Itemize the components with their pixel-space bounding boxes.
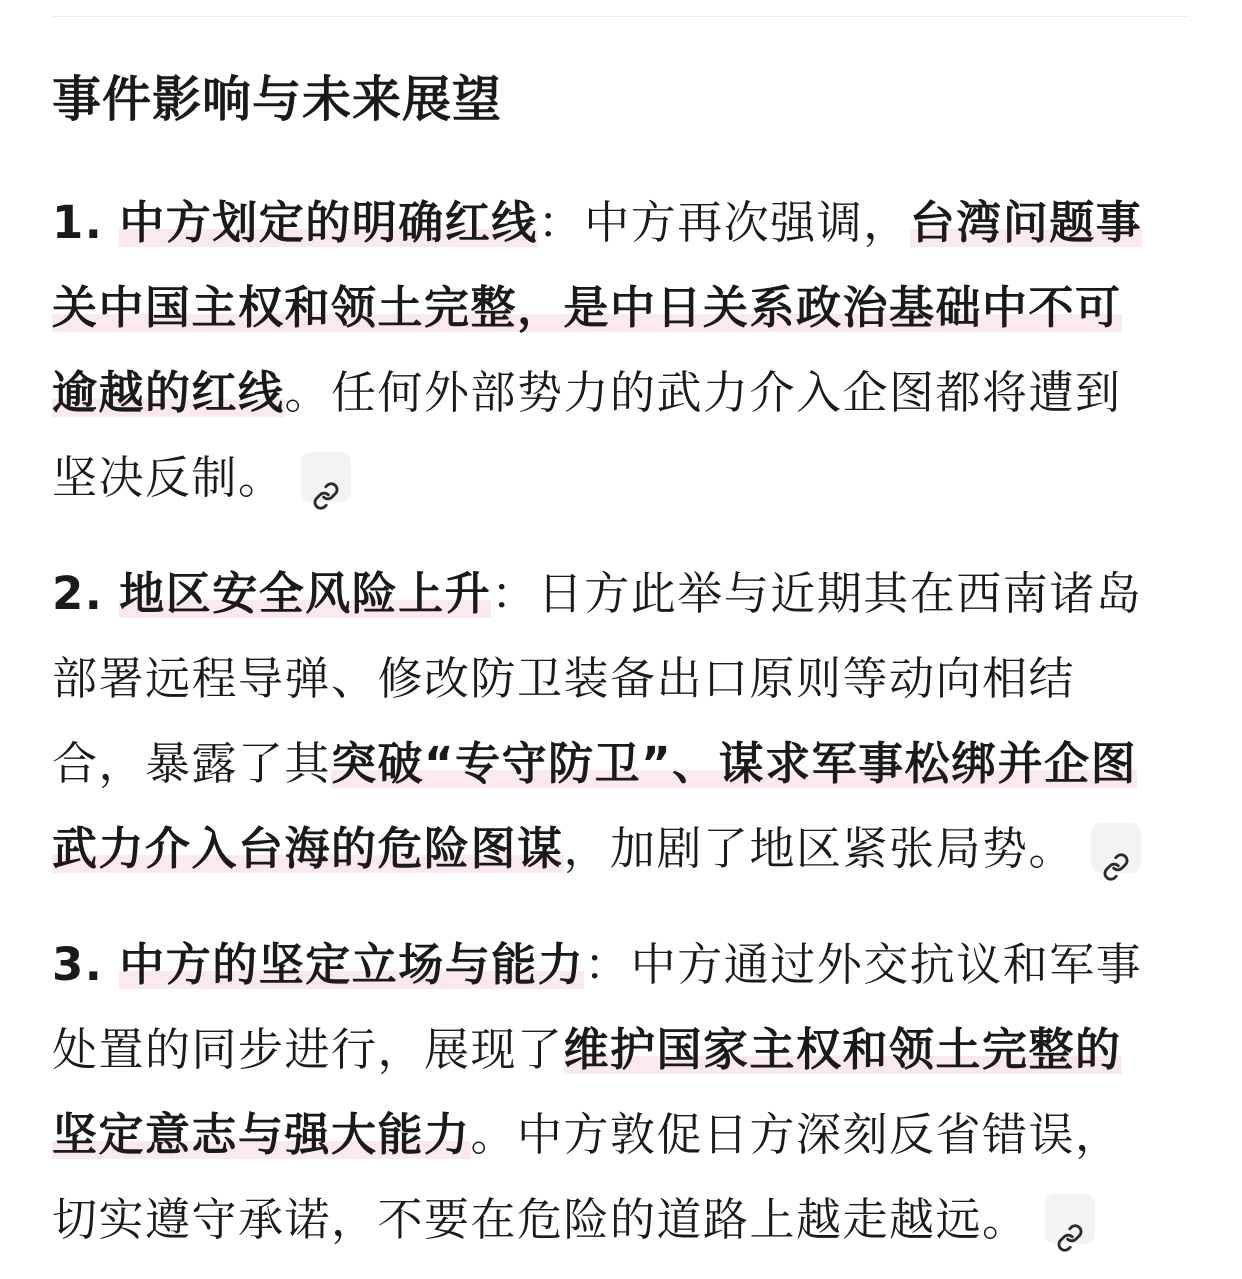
source-link-button[interactable] — [1045, 1194, 1095, 1244]
item-text: 中方通过外交抗议和军事处置的同步进行，展现了 — [52, 938, 1143, 1076]
item-highlight: 台湾问题事关中国主权和领土完整，是中日关系政治基础中不可逾越的红线 — [52, 196, 1143, 419]
item-colon: ： — [491, 567, 538, 620]
item-highlight: 维护国家主权和领土完整的坚定意志与强大能力 — [52, 1023, 1122, 1161]
item-heading: 地区安全风险上升 — [119, 567, 492, 620]
item-heading: 中方的坚定立场与能力 — [119, 938, 585, 991]
answer-content — [52, 60, 1167, 1262]
item-text: 中方再次强调， — [584, 196, 910, 249]
item-number: 1. — [52, 196, 104, 249]
source-link-button[interactable] — [1091, 823, 1141, 873]
list-item — [52, 922, 1167, 1262]
source-link-button[interactable] — [301, 452, 351, 502]
item-text: 。任何外部势力的武力介入企图都将遭到坚决反制。 — [52, 366, 1122, 504]
link-icon — [1056, 1224, 1084, 1252]
item-number: 2. — [52, 567, 104, 620]
item-text: 。中方敦促日方深刻反省错误，切实遵守承诺，不要在危险的道路上越走越远。 — [52, 1108, 1122, 1246]
item-text: ，加剧了地区紧张局势。 — [563, 822, 1076, 875]
item-number: 3. — [52, 938, 104, 991]
list-item — [52, 551, 1167, 891]
link-icon — [1102, 853, 1130, 881]
top-divider — [52, 16, 1190, 17]
item-heading: 中方划定的明确红线 — [119, 196, 538, 249]
item-colon: ： — [537, 196, 585, 249]
item-text: 日方此举与近期其在西南诸岛部署远程导弹、修改防卫装备出口原则等动向相结合，暴露了其 — [52, 567, 1143, 790]
section-title: 事件影响与未来展望 — [52, 71, 503, 128]
item-colon: ： — [584, 938, 631, 991]
link-icon — [312, 482, 340, 510]
item-highlight: 突破“专守防卫”、谋求军事松绑并企图武力介入台海的危险图谋 — [52, 737, 1138, 875]
list-item — [52, 180, 1167, 520]
